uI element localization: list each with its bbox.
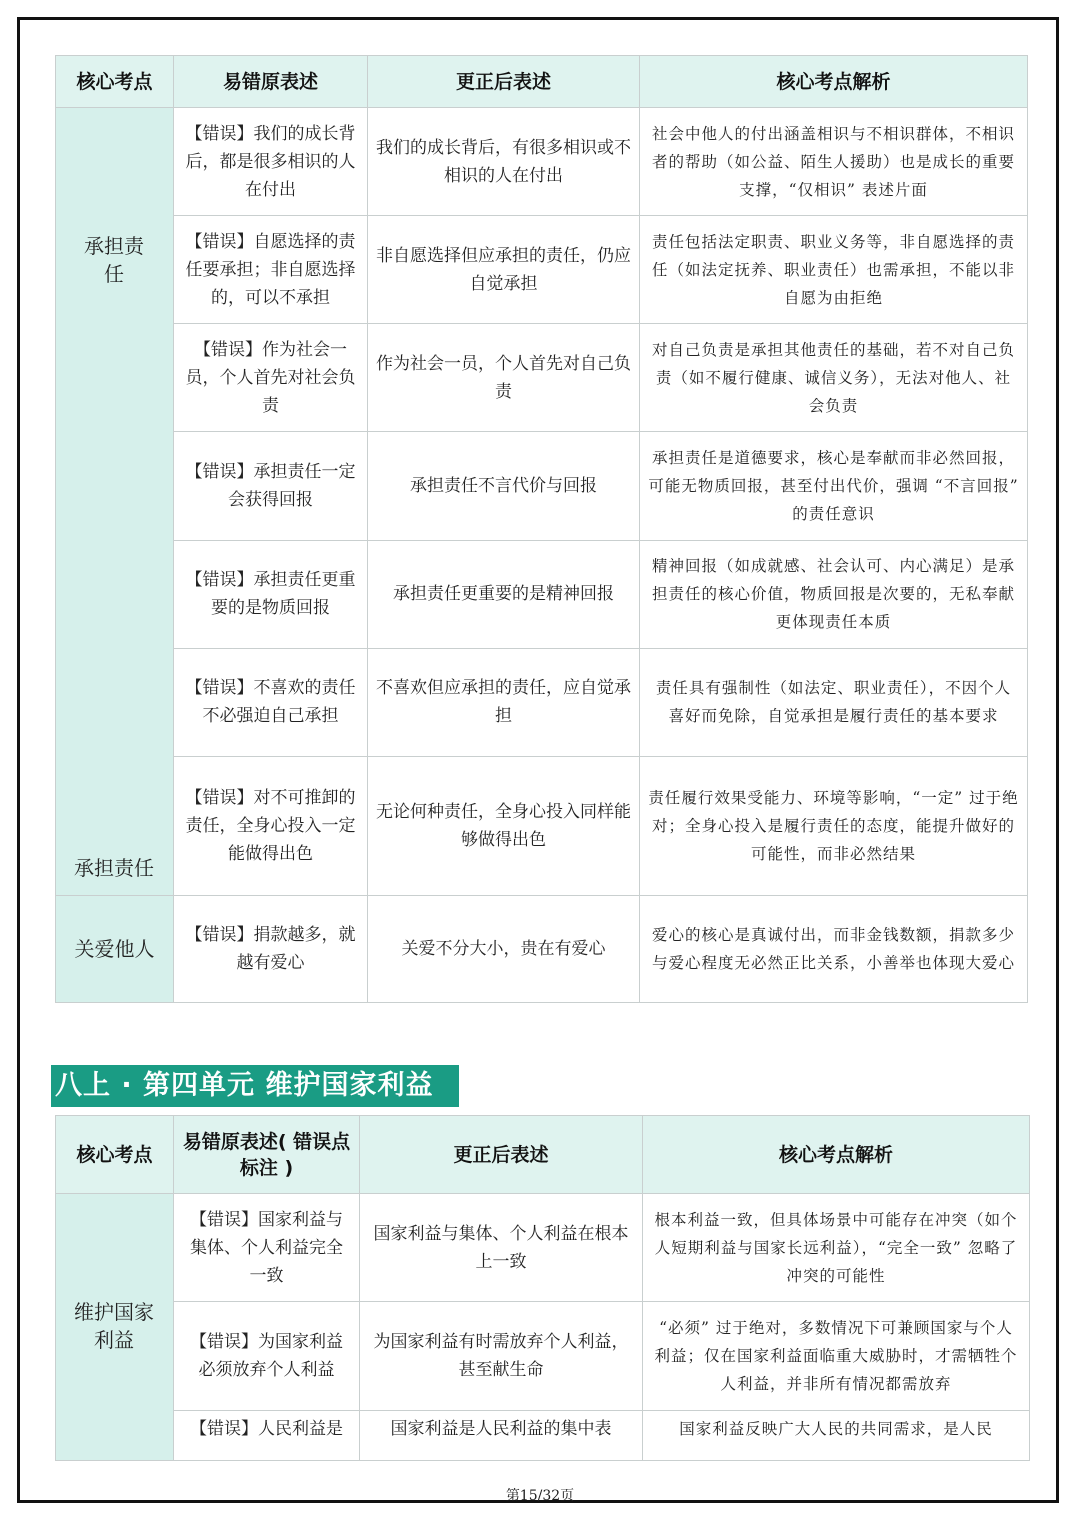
corrected-statement: 国家利益与集体、个人利益在根本上一致 [360,1194,643,1302]
analysis: 责任履行效果受能力、环境等影响，“一定” 过于绝对；全身心投入是履行责任的态度，能提升做好的可能性，而非必然结果 [640,756,1028,895]
analysis: 责任具有强制性（如法定、职业责任），不因个人喜好而免除，自觉承担是履行责任的基本要求 [640,648,1028,756]
wrong-statement: 【错误】为国家利益必须放弃个人利益 [174,1302,360,1410]
table-row [56,540,1028,648]
analysis: 对自己负责是承担其他责任的基础，若不对自己负责（如不履行健康、诚信义务），无法对他人、社会负责 [640,324,1028,432]
wrong-statement: 【错误】承担责任一定会获得回报 [174,432,368,540]
table-row [56,648,1028,756]
table-row [56,756,1028,895]
table-row [56,324,1028,432]
header-wrong-statement: 易错原表述( 错误点标注 ) [174,1116,360,1194]
topic-national-interest-label: 维护国家利益 [74,1300,154,1352]
wrong-statement: 【错误】对不可推卸的责任，全身心投入一定能做得出色 [174,756,368,895]
table-responsibility [55,55,1028,1003]
wrong-statement: 【错误】承担责任更重要的是物质回报 [174,540,368,648]
analysis: 社会中他人的付出涵盖相识与不相识群体，不相识者的帮助（如公益、陌生人援助）也是成长的重要支撑，“仅相识” 表述片面 [640,108,1028,216]
wrong-statement: 【错误】不喜欢的责任不必强迫自己承担 [174,648,368,756]
analysis: 根本利益一致，但具体场景中可能存在冲突（如个人短期利益与国家长远利益），“完全一致” 忽略了冲突的可能性 [643,1194,1030,1302]
corrected-statement: 非自愿选择但应承担的责任，仍应自觉承担 [368,216,640,324]
header-corrected-statement: 更正后表述 [360,1116,643,1194]
wrong-statement: 【错误】人民利益是 [174,1410,360,1460]
corrected-statement: 关爱不分大小，贵在有爱心 [368,896,640,1003]
topic-responsibility-label: 承担责任 [84,234,144,286]
corrected-statement: 为国家利益有时需放弃个人利益，甚至献生命 [360,1302,643,1410]
table-row [56,1410,1030,1460]
topic-responsibility [56,108,174,896]
corrected-statement: 国家利益是人民利益的集中表 [360,1410,643,1460]
corrected-statement: 我们的成长背后，有很多相识或不相识的人在付出 [368,108,640,216]
wrong-statement: 【错误】作为社会一员，个人首先对社会负责 [174,324,368,432]
analysis: 爱心的核心是真诚付出，而非金钱数额，捐款多少与爱心程度无必然正比关系，小善举也体现大爱心 [640,896,1028,1003]
header-analysis: 核心考点解析 [643,1116,1030,1194]
analysis: 国家利益反映广大人民的共同需求，是人民 [643,1410,1030,1460]
section-title: 八上 · 第四单元 维护国家利益 [51,1065,459,1107]
page-number: 第15/32页 [505,1488,575,1504]
corrected-statement: 承担责任更重要的是精神回报 [368,540,640,648]
topic-responsibility-tail-label: 承担责任 [74,856,154,880]
topic-care-others: 关爱他人 [56,896,174,1003]
corrected-statement: 作为社会一员，个人首先对自己负责 [368,324,640,432]
analysis: 责任包括法定职责、职业义务等，非自愿选择的责任（如法定抚养、职业责任）也需承担，不能以非自愿为由拒绝 [640,216,1028,324]
analysis: “必须” 过于绝对，多数情况下可兼顾国家与个人利益；仅在国家利益面临重大威胁时，才需牺牲个人利益，并非所有情况都需放弃 [643,1302,1030,1410]
wrong-statement: 【错误】我们的成长背后，都是很多相识的人在付出 [174,108,368,216]
header-wrong-statement: 易错原表述 [174,56,368,108]
table-row [56,108,1028,216]
header-analysis: 核心考点解析 [640,56,1028,108]
table-national-interest [55,1115,1030,1461]
wrong-statement: 【错误】国家利益与集体、个人利益完全一致 [174,1194,360,1302]
wrong-statement: 【错误】自愿选择的责任要承担；非自愿选择的，可以不承担 [174,216,368,324]
corrected-statement: 无论何种责任，全身心投入同样能够做得出色 [368,756,640,895]
header-core-point: 核心考点 [56,56,174,108]
table-row [56,1194,1030,1302]
wrong-statement: 【错误】捐款越多，就越有爱心 [174,896,368,1003]
table-row [56,432,1028,540]
analysis: 精神回报（如成就感、社会认可、内心满足）是承担责任的核心价值，物质回报是次要的，无私奉献更体现责任本质 [640,540,1028,648]
topic-national-interest [56,1194,174,1461]
corrected-statement: 承担责任不言代价与回报 [368,432,640,540]
table-row [56,896,1028,1003]
table-row [56,1302,1030,1410]
analysis: 承担责任是道德要求，核心是奉献而非必然回报，可能无物质回报，甚至付出代价，强调 “不言回报” 的责任意识 [640,432,1028,540]
header-core-point: 核心考点 [56,1116,174,1194]
corrected-statement: 不喜欢但应承担的责任，应自觉承担 [368,648,640,756]
table-row [56,216,1028,324]
header-corrected-statement: 更正后表述 [368,56,640,108]
